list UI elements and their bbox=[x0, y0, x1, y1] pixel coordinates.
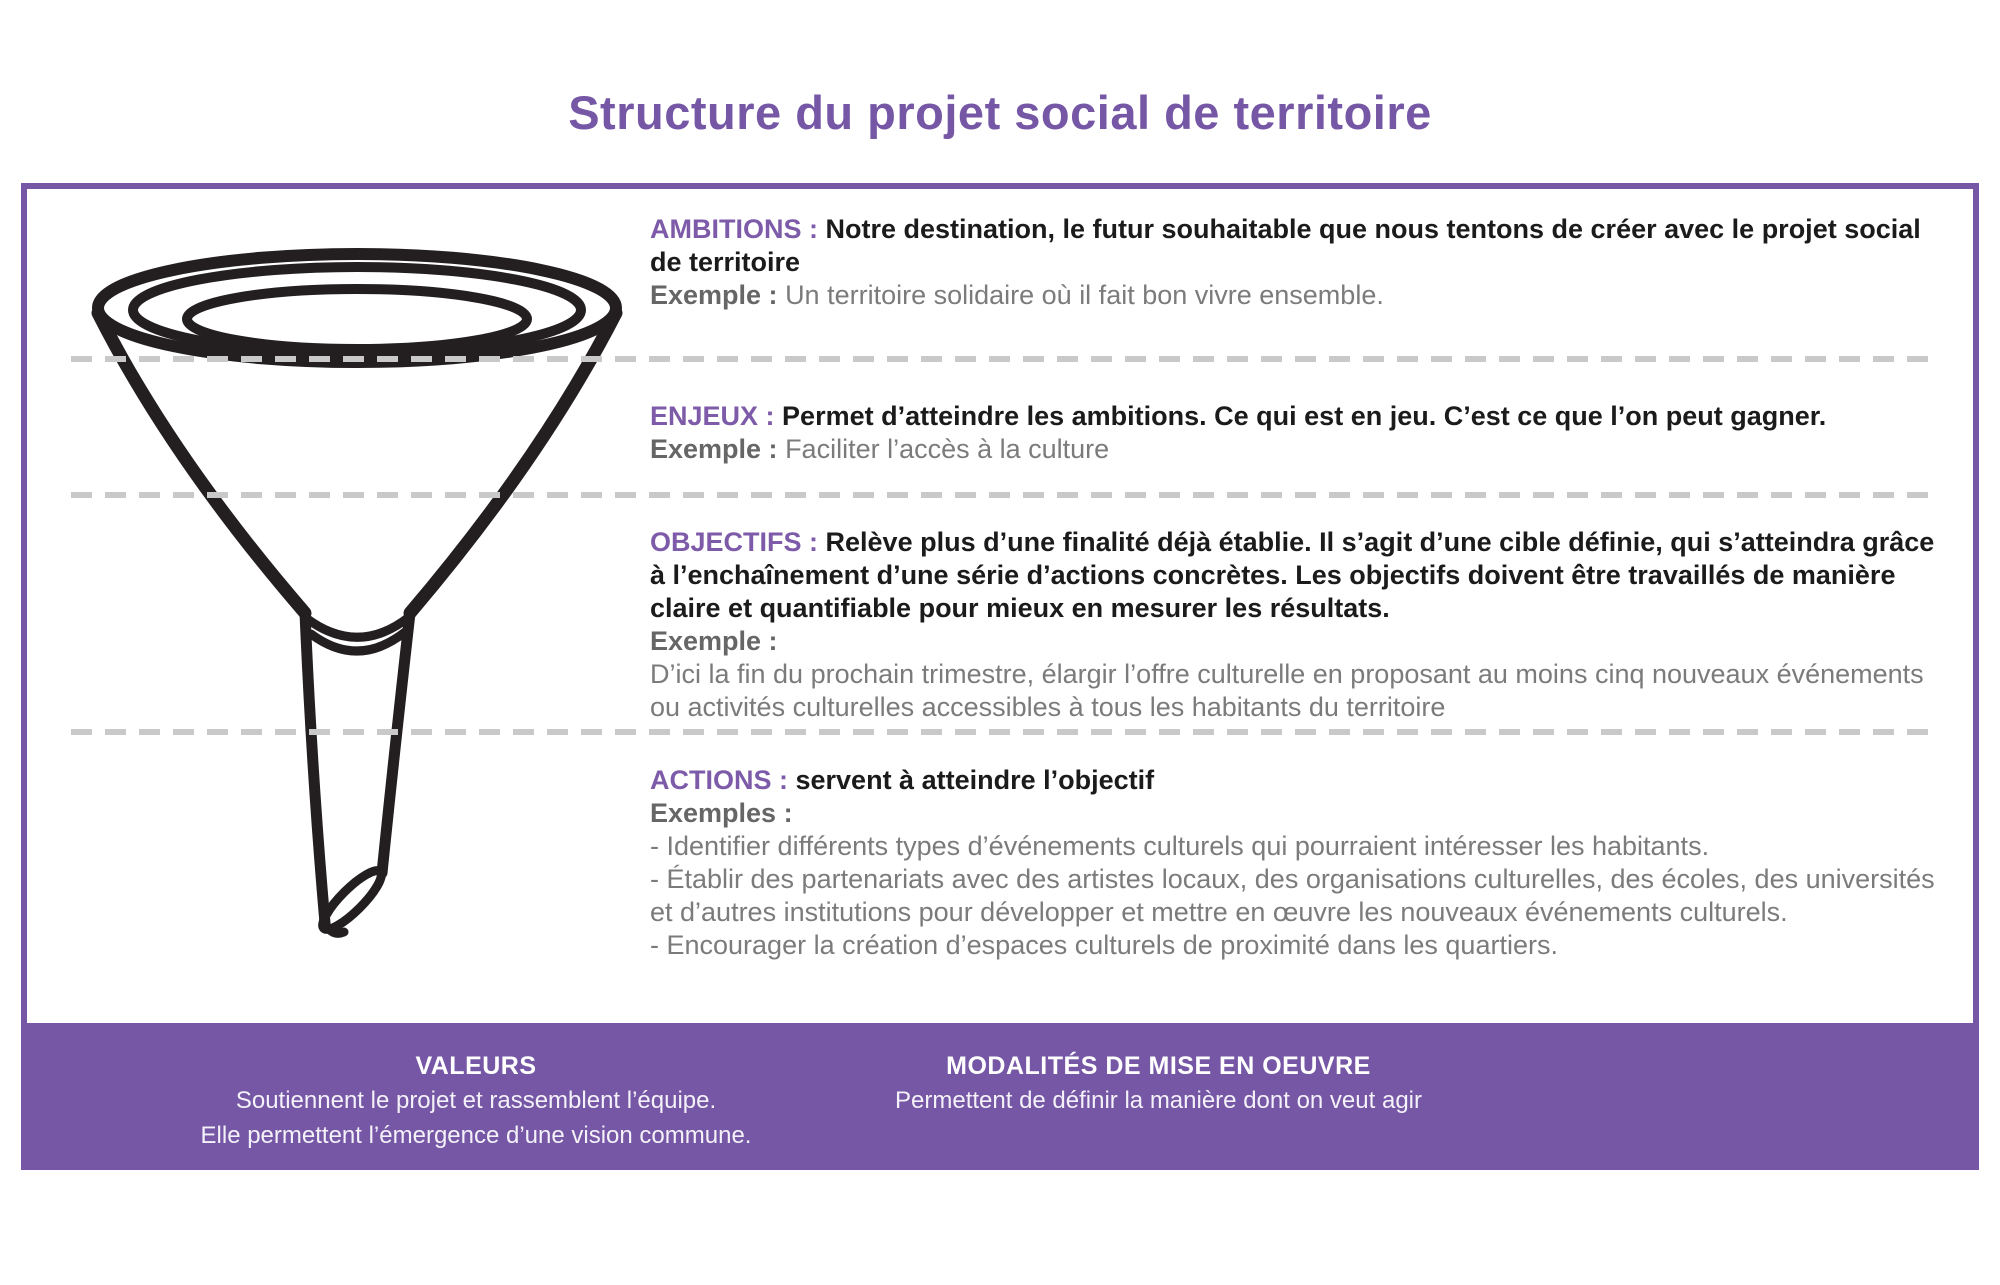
section-enjeux-text bbox=[650, 400, 1935, 433]
section-enjeux bbox=[650, 400, 1935, 466]
funnel-icon bbox=[60, 195, 640, 995]
example-label: Exemple : bbox=[650, 280, 786, 310]
example-text: Faciliter l’accès à la culture bbox=[785, 434, 1110, 464]
footer-modalites-line: Permettent de définir la manière dont on veut agir bbox=[895, 1087, 1422, 1114]
footer bbox=[21, 1023, 1979, 1170]
example-label: Exemple : bbox=[650, 626, 778, 656]
footer-valeurs-title: VALEURS bbox=[415, 1052, 537, 1080]
section-description: servent à atteindre l’objectif bbox=[795, 765, 1155, 795]
section-actions bbox=[650, 764, 1935, 962]
section-description: Relève plus d’une finalité déjà établie. Il s’agit d’une cible définie, qui s’atteindra grâce à l’enchaînement d’une série d’actions concrètes. Les objectifs doivent être travaillés de manière claire et quantifiable pour mieux en mesurer les résultats. bbox=[650, 527, 1935, 623]
example-text: Un territoire solidaire où il fait bon vivre ensemble. bbox=[785, 280, 1384, 310]
section-actions-text bbox=[650, 764, 1935, 797]
section-description: Permet d’atteindre les ambitions. Ce qui est en jeu. C’est ce que l’on peut gagner. bbox=[782, 401, 1827, 431]
dashed-separator-2 bbox=[71, 492, 1933, 498]
section-ambitions-text bbox=[650, 213, 1935, 279]
section-heading: ENJEUX : bbox=[650, 401, 783, 431]
section-objectifs bbox=[650, 526, 1935, 724]
footer-modalites bbox=[696, 1049, 1621, 1118]
action-item: - Identifier différents types d’événements culturels qui pourraient intéresser les habitants. bbox=[650, 831, 1710, 861]
dashed-separator-1 bbox=[71, 356, 1933, 362]
example-label: Exemple : bbox=[650, 434, 786, 464]
section-description: Notre destination, le futur souhaitable que nous tentons de créer avec le projet social de territoire bbox=[650, 214, 1921, 277]
example-text: D’ici la fin du prochain trimestre, élargir l’offre culturelle en proposant au moins cinq nouveaux événements ou activités culturelles accessibles à tous les habitants du territoire bbox=[650, 659, 1924, 722]
section-objectifs-text bbox=[650, 526, 1935, 625]
action-item: - Établir des partenariats avec des artistes locaux, des organisations culturelles, des écoles, des universités et d’autres institutions pour développer et mettre en œuvre les nouveaux événements culturels. bbox=[650, 864, 1935, 927]
section-enjeux-example bbox=[650, 433, 1935, 466]
section-ambitions bbox=[650, 213, 1935, 312]
section-heading: OBJECTIFS : bbox=[650, 527, 826, 557]
footer-valeurs-line: Soutiennent le projet et rassemblent l’équipe. bbox=[235, 1087, 717, 1114]
footer-valeurs-line: Elle permettent l’émergence d’une vision commune. bbox=[200, 1122, 752, 1149]
footer-modalites-title: MODALITÉS DE MISE EN OEUVRE bbox=[946, 1052, 1371, 1080]
section-heading: ACTIONS : bbox=[650, 765, 796, 795]
example-label: Exemples : bbox=[650, 798, 793, 828]
section-ambitions-example bbox=[650, 279, 1935, 312]
page-title: Structure du projet social de territoire bbox=[568, 86, 1432, 140]
dashed-separator-3 bbox=[71, 729, 1933, 735]
action-item: - Encourager la création d’espaces culturels de proximité dans les quartiers. bbox=[650, 930, 1558, 960]
section-heading: AMBITIONS : bbox=[650, 214, 826, 244]
